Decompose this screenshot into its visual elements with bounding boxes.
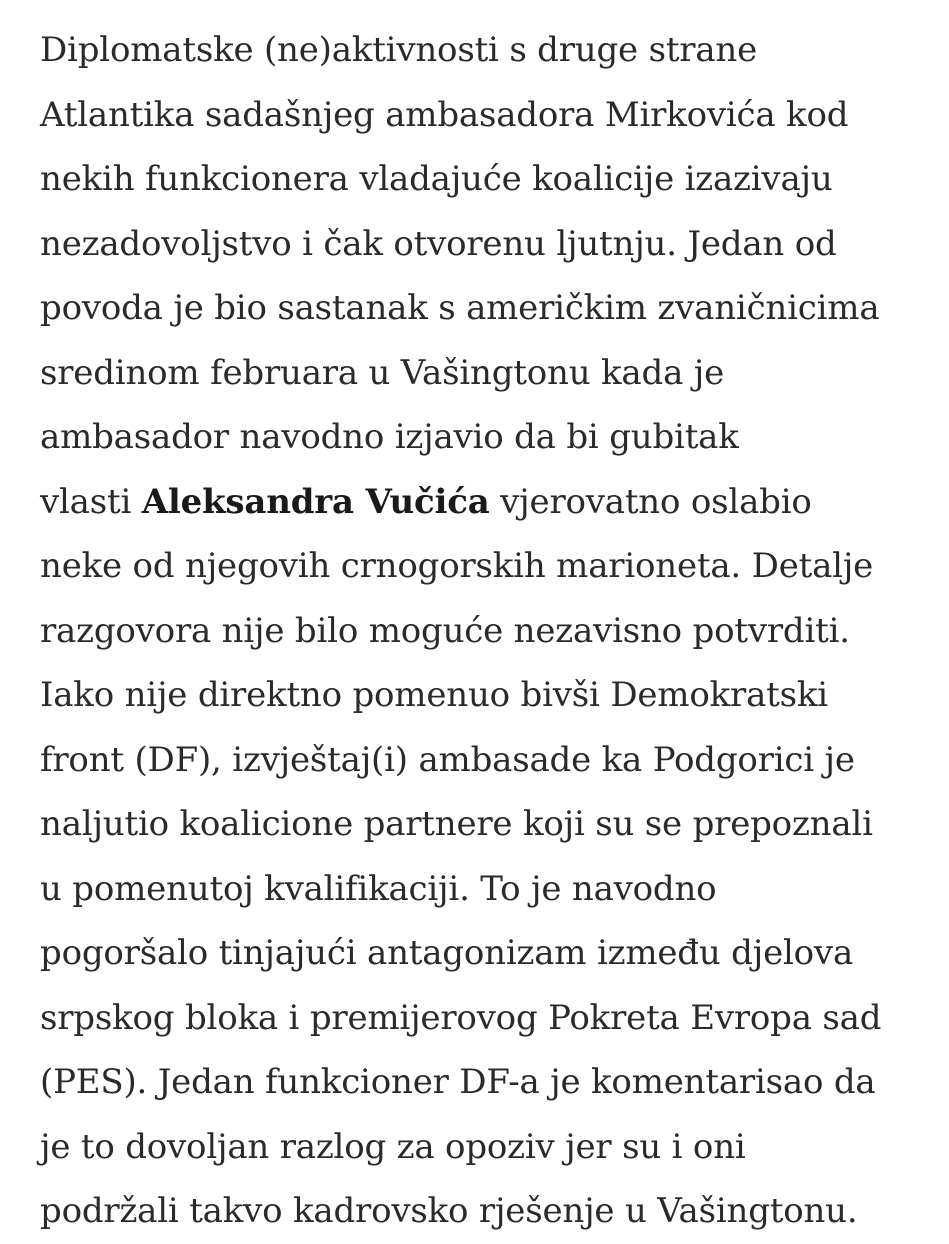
text-line: neke od njegovih crnogorskih marioneta. Detalje [40,546,874,586]
text-segment: vjerovatno oslabio [489,481,812,522]
text-line: pogoršalo tinjajući antagonizam između djelova [40,933,854,973]
text-line: razgovora nije bilo moguće nezavisno potvrditi. [40,610,850,651]
article-body [40,18,940,1244]
text-line: je to dovoljan razlog za opoziv jer su i oni [40,1126,746,1167]
text-segment: vlasti [40,481,142,522]
text-line: povoda je bio sastanak s američkim zvaničnicima [40,288,880,328]
text-line: nezadovoljstvo i čak otvorenu ljutnju. Jedan od [40,223,837,264]
text-line: sredinom februara u Vašingtonu kada je [40,352,725,393]
text-line: front (DF), izvještaj(i) ambasade ka Podgorici je [40,739,855,780]
text-line-with-name [40,470,940,535]
text-line: u pomenutoj kvalifikaciji. To je navodno [40,868,717,909]
text-line: (PES). Jedan funkcioner DF-a je komentarisao da [40,1062,876,1102]
text-line: Diplomatske (ne)aktivnosti s druge strane [40,30,758,70]
text-line: ambasador navodno izjavio da bi gubitak [40,417,739,457]
text-line: naljutio koalicione partnere koji su se prepoznali [40,804,873,844]
text-line: Atlantika sadašnjeg ambasadora Mirkovića kod [40,94,849,135]
text-line: srpskog bloka i premijerovog Pokreta Evropa sad [40,997,882,1038]
text-line: nekih funkcionera vladajuće koalicije izazivaju [40,159,833,199]
text-line: podržali takvo kadrovsko rješenje u Vašingtonu. [40,1191,858,1231]
text-line: Iako nije direktno pomenuo bivši Demokratski [40,675,828,715]
person-name: Aleksandra Vučića [141,481,490,522]
